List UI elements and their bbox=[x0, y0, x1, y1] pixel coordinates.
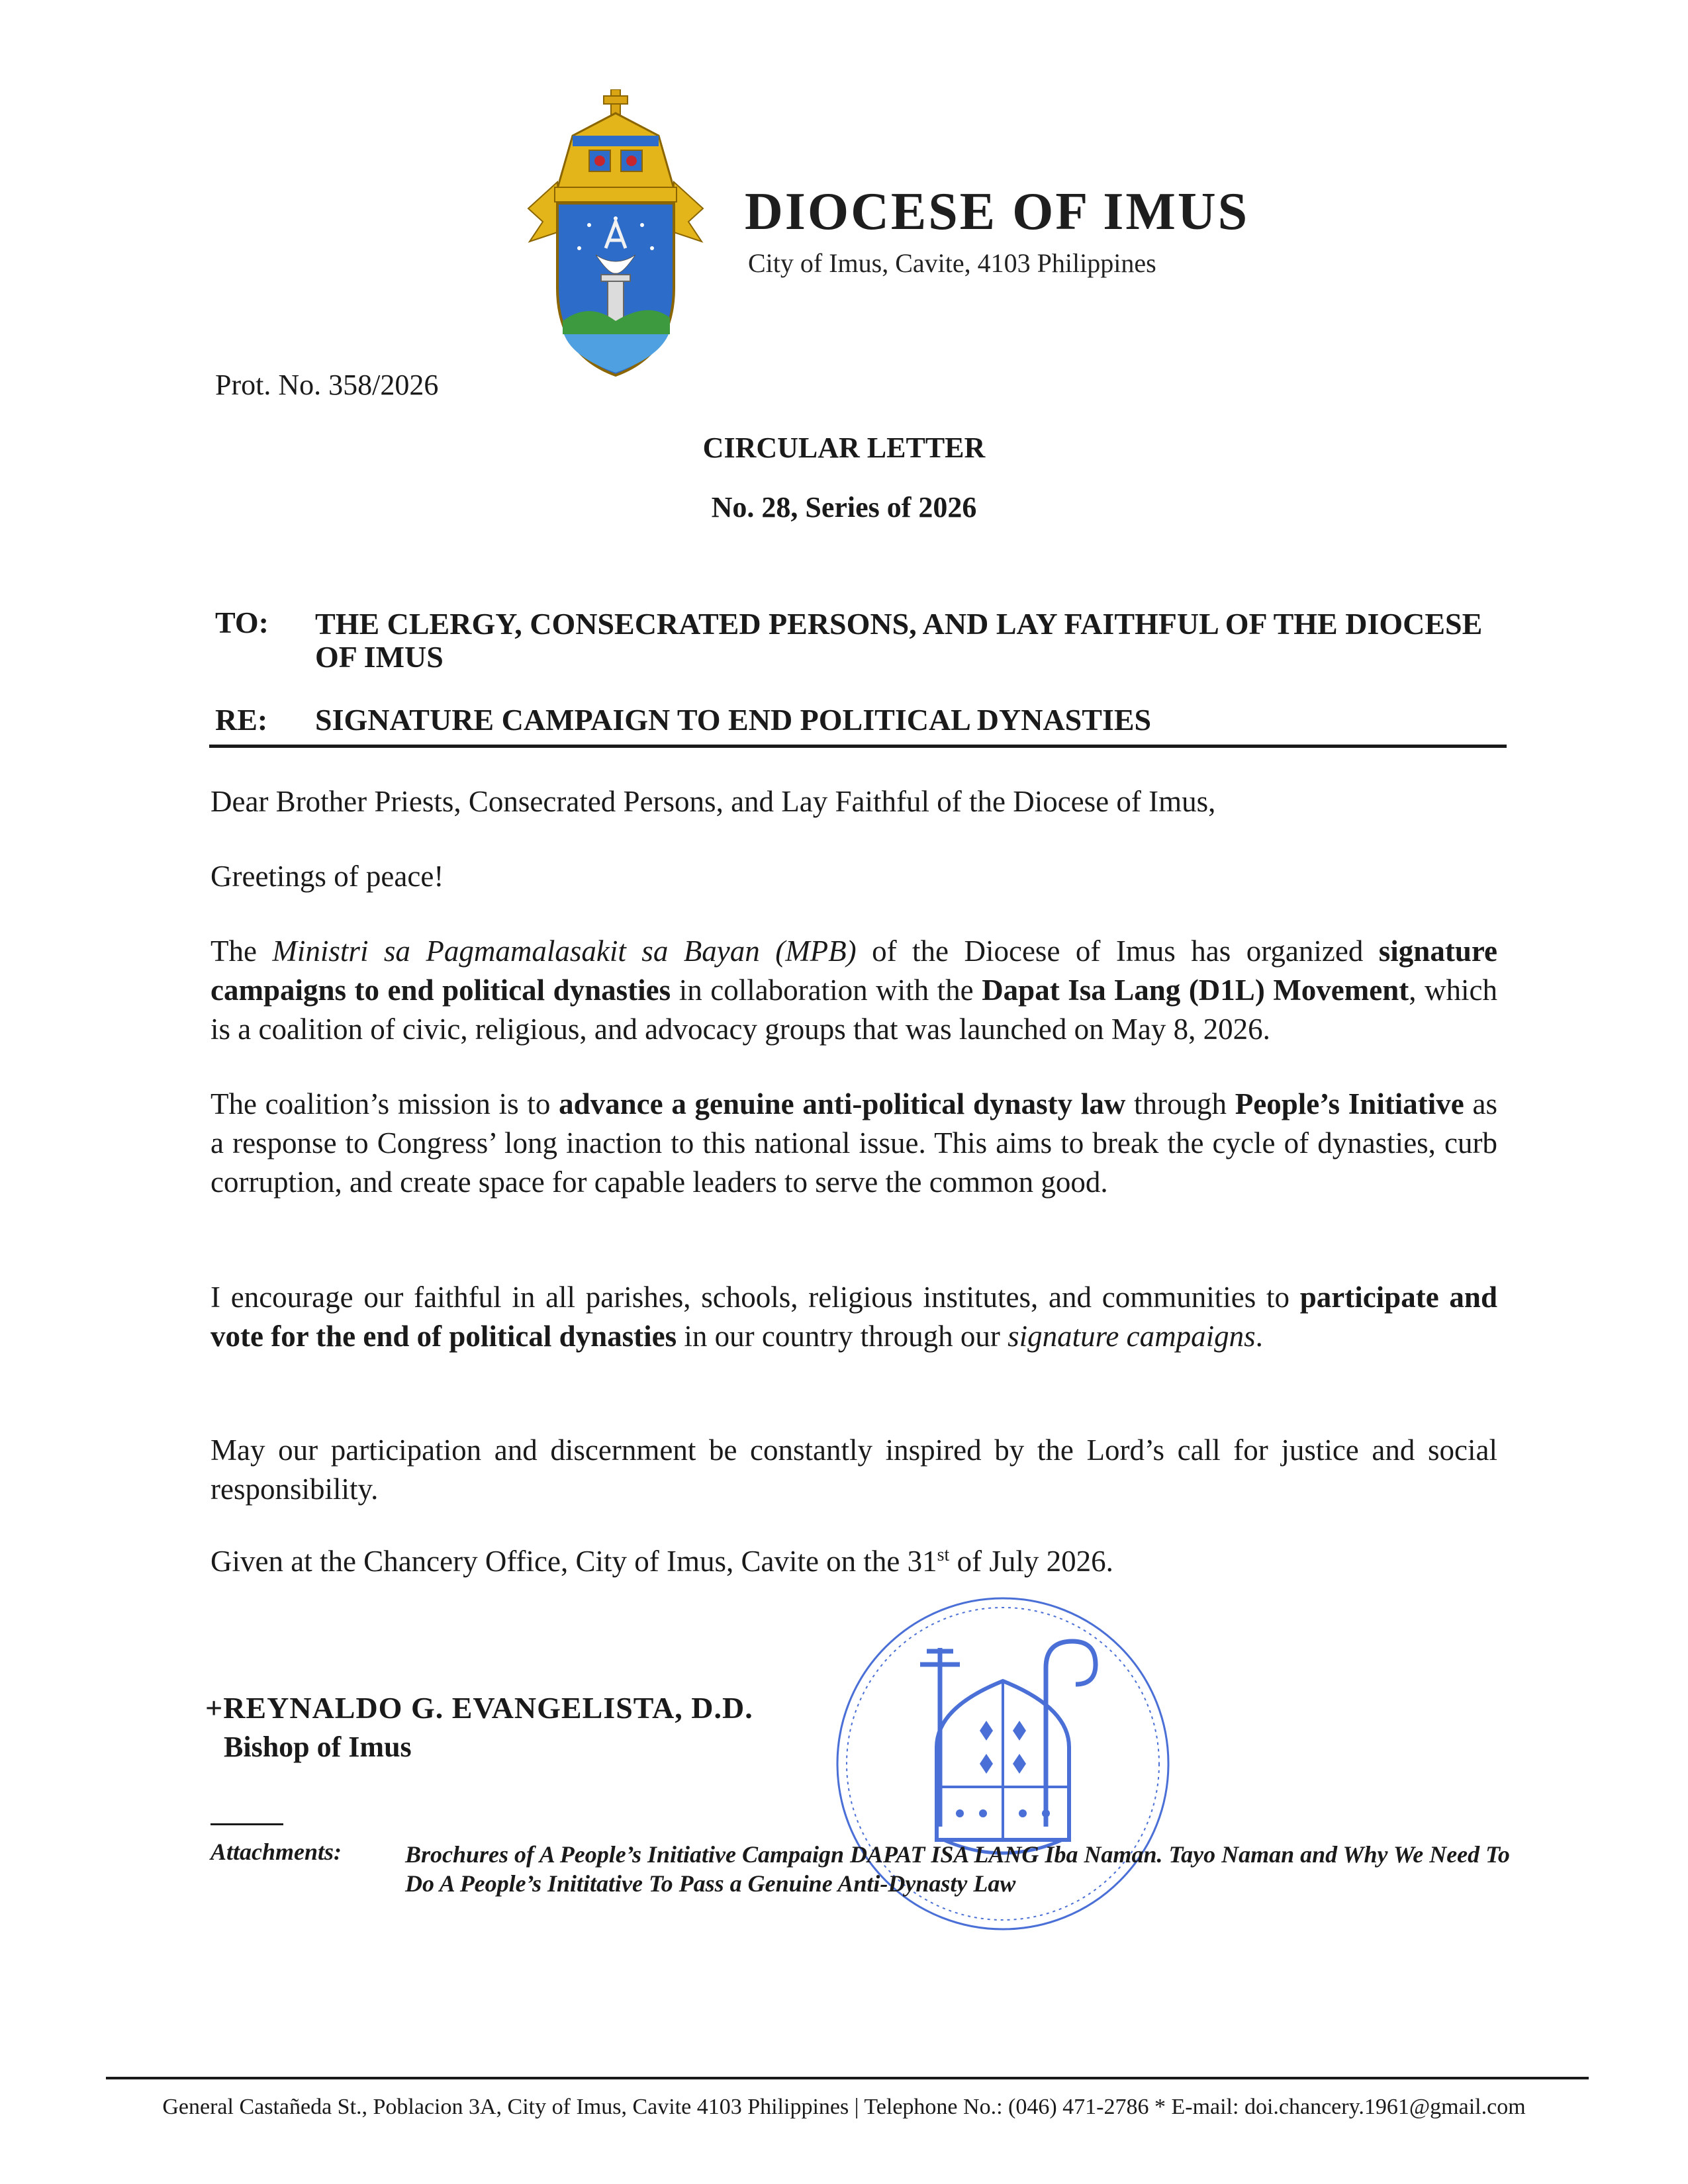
paragraph-3: I encourage our faithful in all parishes, schools, religious institutes, and communities to participate and vote for the end of political dynasties in our country through our signature campaigns. bbox=[211, 1281, 1497, 1353]
re-label: RE: bbox=[215, 703, 268, 737]
footer-divider bbox=[106, 2077, 1589, 2079]
attachments-list: Brochures of A People’s Initiative Campaign DAPAT ISA LANG Iba Naman. Tayo Naman and Why We Need To Do A People’s Inititative To Pass a Genuine Anti-Dynasty Law bbox=[405, 1841, 1510, 1897]
signatory-name: +REYNALDO G. EVANGELISTA, D.D. bbox=[205, 1691, 753, 1725]
diocese-crest-logo bbox=[516, 89, 715, 381]
circular-letter-number: No. 28, Series of 2026 bbox=[711, 491, 977, 523]
to-label: TO: bbox=[215, 606, 269, 639]
signatory-title: Bishop of Imus bbox=[224, 1731, 412, 1763]
paragraph-1: The Ministri sa Pagmamalasakit sa Bayan (MPB) of the Diocese of Imus has organized signature campaigns to end political dynasties in collaboration with the Dapat Isa Lang (D1L) Movement, which is a coalition of civic, religious, and advocacy groups that was launched on May 8, 2026. bbox=[211, 934, 1497, 1046]
to-recipients: THE CLERGY, CONSECRATED PERSONS, AND LAY FAITHFUL OF THE DIOCESE OF IMUS bbox=[315, 607, 1483, 674]
paragraph-4: May our participation and discernment be constantly inspired by the Lord’s call for justice and social responsibility. bbox=[211, 1433, 1497, 1506]
header-divider bbox=[209, 745, 1507, 748]
protocol-number: Prot. No. 358/2026 bbox=[215, 369, 439, 401]
attachments-label: Attachments: bbox=[211, 1839, 342, 1865]
salutation: Dear Brother Priests, Consecrated Persons, and Lay Faithful of the Diocese of Imus, bbox=[211, 785, 1216, 818]
footer-contact-info: General Castañeda St., Poblacion 3A, City of Imus, Cavite 4103 Philippines | Telephone No.: (046) 471-2786 * E-mail: doi.chancery.1961@gmail.com bbox=[162, 2095, 1526, 2119]
attachments-divider bbox=[211, 1823, 283, 1825]
circular-letter-title: CIRCULAR LETTER bbox=[702, 432, 986, 464]
organization-address: City of Imus, Cavite, 4103 Philippines bbox=[748, 248, 1156, 278]
given-at-line: Given at the Chancery Office, City of Imus, Cavite on the 31st of July 2026. bbox=[211, 1545, 1113, 1578]
greeting: Greetings of peace! bbox=[211, 860, 444, 893]
re-subject: SIGNATURE CAMPAIGN TO END POLITICAL DYNASTIES bbox=[315, 703, 1152, 737]
paragraph-2: The coalition’s mission is to advance a genuine anti-political dynasty law through People’s Initiative as a response to Congress’ long inaction to this national issue. This aims to break the cycle of dynasties, curb corruption, and create space for capable leaders to serve the common good. bbox=[211, 1087, 1497, 1199]
organization-name: DIOCESE OF IMUS bbox=[745, 183, 1250, 241]
